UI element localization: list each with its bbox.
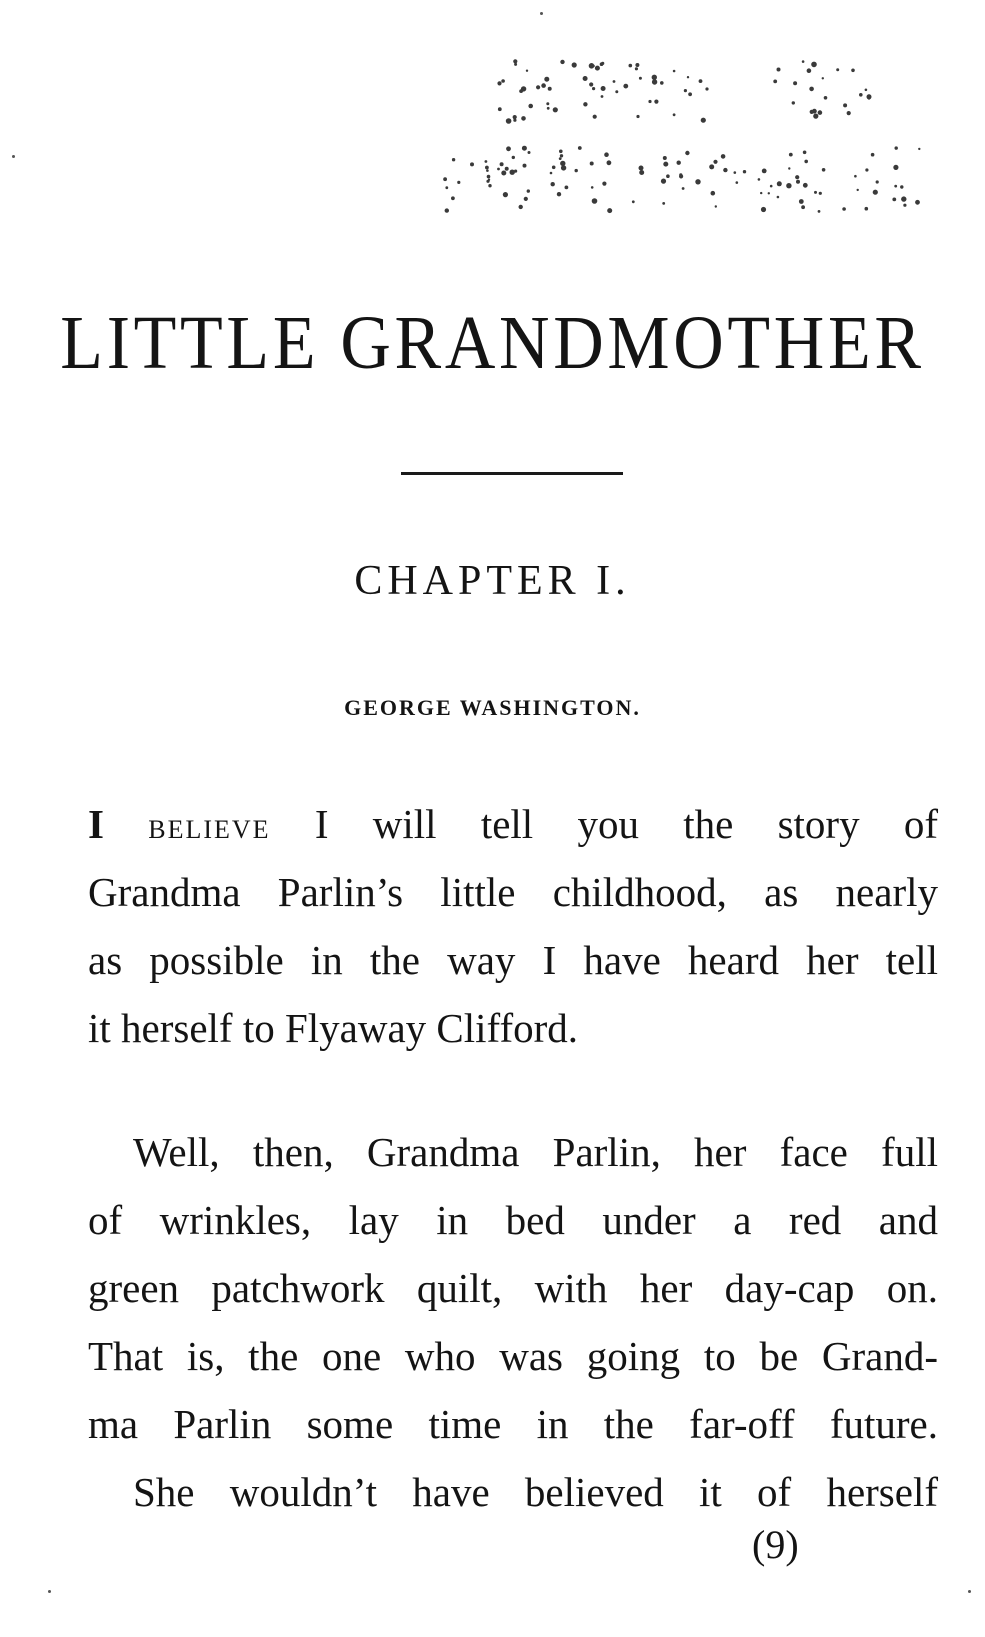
perforation-dot <box>572 62 577 67</box>
perforation-dot <box>768 192 770 194</box>
perforation-dot <box>666 174 670 178</box>
perforation-dot <box>452 158 455 161</box>
perforation-dot <box>788 167 790 169</box>
perforation-dot <box>613 80 616 83</box>
paragraph-line: of wrinkles, lay in bed under a red and <box>88 1197 938 1243</box>
perforation-dot <box>786 183 791 188</box>
perforation-dot <box>583 102 587 106</box>
perforation-dot <box>590 162 594 166</box>
perforation-dot <box>688 92 692 96</box>
perforation-dot <box>682 187 685 190</box>
perforation-dot <box>803 151 807 155</box>
perforation-dot <box>526 70 528 72</box>
perforation-dot <box>635 63 639 67</box>
perforation-dot <box>801 205 805 209</box>
perforation-dot <box>560 154 563 157</box>
line-text: I will tell you the story of <box>314 801 939 847</box>
perforation-dot <box>865 207 869 211</box>
perforation-dot <box>607 160 612 165</box>
perforation-dot <box>854 175 857 178</box>
perforation-dot <box>559 150 563 154</box>
perforation-dot <box>711 191 716 196</box>
perforation-dot <box>810 110 814 114</box>
perforation-dot <box>552 166 556 170</box>
perforation-dot <box>512 156 515 159</box>
perforation-dot <box>583 76 588 81</box>
perforation-dot <box>652 79 657 84</box>
perforation-dot <box>639 170 644 175</box>
perforation-dot <box>871 153 875 157</box>
perforation-dot <box>777 68 781 72</box>
perforation-dot <box>865 89 868 92</box>
perforation-dot <box>777 181 782 186</box>
perforation-dot <box>857 189 859 191</box>
perforation-dot <box>553 107 558 112</box>
perforation-dot <box>639 166 644 171</box>
perforation-dot <box>758 178 761 181</box>
perforation-dot <box>804 160 808 164</box>
perforation-dot <box>601 86 606 91</box>
perforation-dot <box>679 174 683 178</box>
perforation-dot <box>803 183 808 188</box>
perforation-dot <box>705 87 708 90</box>
perforation-dot <box>528 151 531 154</box>
perforation-dot <box>607 208 612 213</box>
perforation-dot <box>501 79 505 83</box>
perforation-dot <box>799 199 804 204</box>
perforation-dot <box>578 146 582 150</box>
perforation-dot <box>548 87 552 91</box>
perforation-dot <box>488 179 490 181</box>
paragraph-line: That is, the one who was going to be Grand- <box>88 1333 938 1379</box>
perforation-dot <box>470 162 474 166</box>
perforation-dot <box>663 162 668 167</box>
perforation-dot <box>505 167 509 171</box>
perforation-dot <box>792 101 795 104</box>
perforation-dot <box>485 166 489 170</box>
perforation-dot <box>859 93 863 97</box>
perforation-dot <box>809 87 814 92</box>
perforation-dot <box>591 186 594 189</box>
perforation-dot <box>589 63 595 69</box>
perforation-dot <box>715 205 717 207</box>
perforation-dot <box>662 202 665 205</box>
perforation-dot <box>635 67 638 70</box>
perforation-dot <box>677 161 681 165</box>
perforation-dot <box>901 196 906 201</box>
paragraph-line <box>88 790 938 858</box>
perforation-dot <box>550 172 553 175</box>
perforation-dot <box>894 185 897 188</box>
perforation-dot <box>601 95 604 98</box>
perforation-dot <box>636 115 639 118</box>
perforation-dot <box>600 62 604 66</box>
perforation-dot <box>523 164 527 168</box>
perforation-dot <box>632 200 635 203</box>
perforation-dot <box>773 80 777 84</box>
perforation-dot <box>648 100 651 103</box>
drop-cap: I <box>88 801 104 847</box>
perforation-dot <box>510 170 515 175</box>
perforation-dot <box>660 81 664 85</box>
perforation-dot <box>699 79 703 83</box>
perforation-dot <box>807 68 812 73</box>
perforation-dot <box>541 83 546 88</box>
perforation-dot <box>514 170 517 173</box>
perforation-dot <box>673 70 676 73</box>
perforation-dot <box>736 181 739 184</box>
perforation-dot <box>488 184 491 187</box>
perforation-dot <box>793 81 797 85</box>
perforation-dot <box>560 161 565 166</box>
perforation-dot <box>811 62 817 68</box>
perforation-dot <box>551 182 555 186</box>
perforation-dot <box>673 113 676 116</box>
paper-speck <box>12 155 15 158</box>
perforation-dot <box>795 175 799 179</box>
perforation-dot <box>497 168 500 171</box>
perforation-dot <box>559 157 562 160</box>
perforation-dot <box>497 81 501 85</box>
perforation-dot <box>842 207 846 211</box>
perforation-dot <box>876 180 879 183</box>
perforation-dot <box>701 118 706 123</box>
page-number: (9) <box>752 1522 799 1567</box>
perforation-dot <box>802 60 805 63</box>
perforation-dot <box>824 96 828 100</box>
perforation-dot <box>813 114 818 119</box>
perforation-dot <box>595 66 600 71</box>
perforation-dot <box>485 160 488 163</box>
paragraph-line: as possible in the way I have heard her tell <box>88 937 938 983</box>
perforation-dot <box>524 197 528 201</box>
perforation-dot <box>915 200 920 205</box>
perforation-dot <box>868 97 871 100</box>
perforation-dot <box>561 165 566 170</box>
perforation-dot <box>457 181 460 184</box>
perforation-dot <box>734 171 737 174</box>
perforation-dot <box>695 179 700 184</box>
perforation-dot <box>445 208 449 212</box>
perforation-dot <box>519 205 523 209</box>
perforation-dot <box>822 77 824 79</box>
perforation-dot <box>451 196 455 200</box>
perforation-dot <box>685 151 689 155</box>
paragraph-2 <box>88 1118 938 1526</box>
perforation-dot <box>818 210 821 213</box>
perforation-dot <box>851 69 855 73</box>
perforation-dot <box>498 107 502 111</box>
perforation-dot <box>796 180 800 184</box>
paragraph-line: Grandma Parlin’s little childhood, as nearly <box>88 869 938 915</box>
perforation-dot <box>513 119 516 122</box>
perforation-dot <box>557 192 561 196</box>
perforation-dot <box>527 189 530 192</box>
chapter-heading: CHAPTER I. <box>354 558 631 604</box>
perforation-dot <box>873 190 878 195</box>
perforation-dot <box>565 186 569 190</box>
perforation-dot <box>592 87 595 90</box>
perforation-dot <box>900 185 903 188</box>
perforation-dot <box>903 204 906 207</box>
perforation-dot <box>593 115 597 119</box>
perforation-dot <box>513 59 517 63</box>
perforation-dot <box>892 198 896 202</box>
perforation-dot <box>865 168 868 171</box>
perforation-dot <box>893 165 898 170</box>
paper-speck <box>968 1590 971 1593</box>
perforation-dot <box>602 182 606 186</box>
perforation-dot <box>721 154 726 159</box>
perforation-dot <box>500 162 504 166</box>
perforation-dot <box>536 85 540 89</box>
paragraph-line: Well, then, Grandma Parlin, her face full <box>133 1129 938 1175</box>
perforation-dot <box>661 179 666 184</box>
perforation-dot <box>819 192 822 195</box>
perforation-dot <box>713 160 717 164</box>
perforation-dot <box>486 169 489 172</box>
paragraph-line: it herself to Flyaway Clifford. <box>88 1005 579 1051</box>
perforation-dot <box>519 89 523 93</box>
perforation-dot <box>836 68 839 71</box>
perforation-dot <box>445 186 448 189</box>
perforation-dot <box>547 107 550 110</box>
perforation-dot <box>760 192 762 194</box>
perforation-dot <box>663 156 667 160</box>
perforation-dot <box>639 77 642 80</box>
small-caps-word: BELIEVE <box>148 815 271 844</box>
perforation-dot <box>761 207 766 212</box>
perforation-dot <box>843 103 847 107</box>
perforation-dot <box>604 152 609 157</box>
paragraph-1 <box>88 790 938 1062</box>
perforation-dot <box>818 110 823 115</box>
perforation-dot <box>528 104 533 109</box>
perforation-dot <box>522 146 527 151</box>
perforation-dot <box>506 118 512 124</box>
perforation-dot <box>443 177 447 181</box>
perforation-dot <box>723 168 727 172</box>
perforation-dot <box>918 148 920 150</box>
perforation-dot <box>654 100 658 104</box>
paper-speck <box>48 1590 51 1593</box>
perforation-dot <box>501 171 506 176</box>
perforation-dot <box>847 111 851 115</box>
paragraph-line: She wouldn’t have believed it of herself <box>133 1469 938 1515</box>
paragraph-line: green patchwork quilt, with her day-cap on. <box>88 1265 938 1311</box>
perforation-dot <box>687 76 689 78</box>
library-perforation-stamp <box>0 0 985 260</box>
perforation-dot <box>709 164 714 169</box>
perforation-dot <box>762 169 767 174</box>
perforation-dot <box>546 102 549 105</box>
chapter-title: GEORGE WASHINGTON. <box>344 695 641 720</box>
perforation-dot <box>506 146 511 151</box>
perforation-dot <box>895 146 898 149</box>
perforation-dot <box>814 191 817 194</box>
perforation-dot <box>487 175 491 179</box>
title-divider <box>401 472 623 475</box>
perforation-dot <box>652 75 657 80</box>
perforation-dot <box>589 82 593 86</box>
perforation-dot <box>777 196 780 199</box>
paper-speck <box>540 12 543 15</box>
perforation-dot <box>592 198 598 204</box>
perforation-dot <box>789 153 793 157</box>
perforation-dot <box>575 169 578 172</box>
perforation-dot <box>560 60 564 64</box>
perforation-dot <box>514 63 517 66</box>
paragraph-line: ma Parlin some time in the far-off future. <box>88 1401 938 1447</box>
perforation-dot <box>503 192 508 197</box>
perforated-stamp-graphic <box>0 0 985 260</box>
perforation-dot <box>513 115 517 119</box>
perforation-dot <box>615 90 618 93</box>
perforation-dot <box>684 89 687 92</box>
perforation-dot <box>521 116 526 121</box>
perforation-dot <box>822 168 826 172</box>
perforation-dot <box>770 185 773 188</box>
perforation-dot <box>743 170 746 173</box>
perforation-dot <box>623 84 628 89</box>
book-title: LITTLE GRANDMOTHER <box>60 301 925 385</box>
perforation-dot <box>629 64 633 68</box>
perforation-dot <box>544 77 549 82</box>
